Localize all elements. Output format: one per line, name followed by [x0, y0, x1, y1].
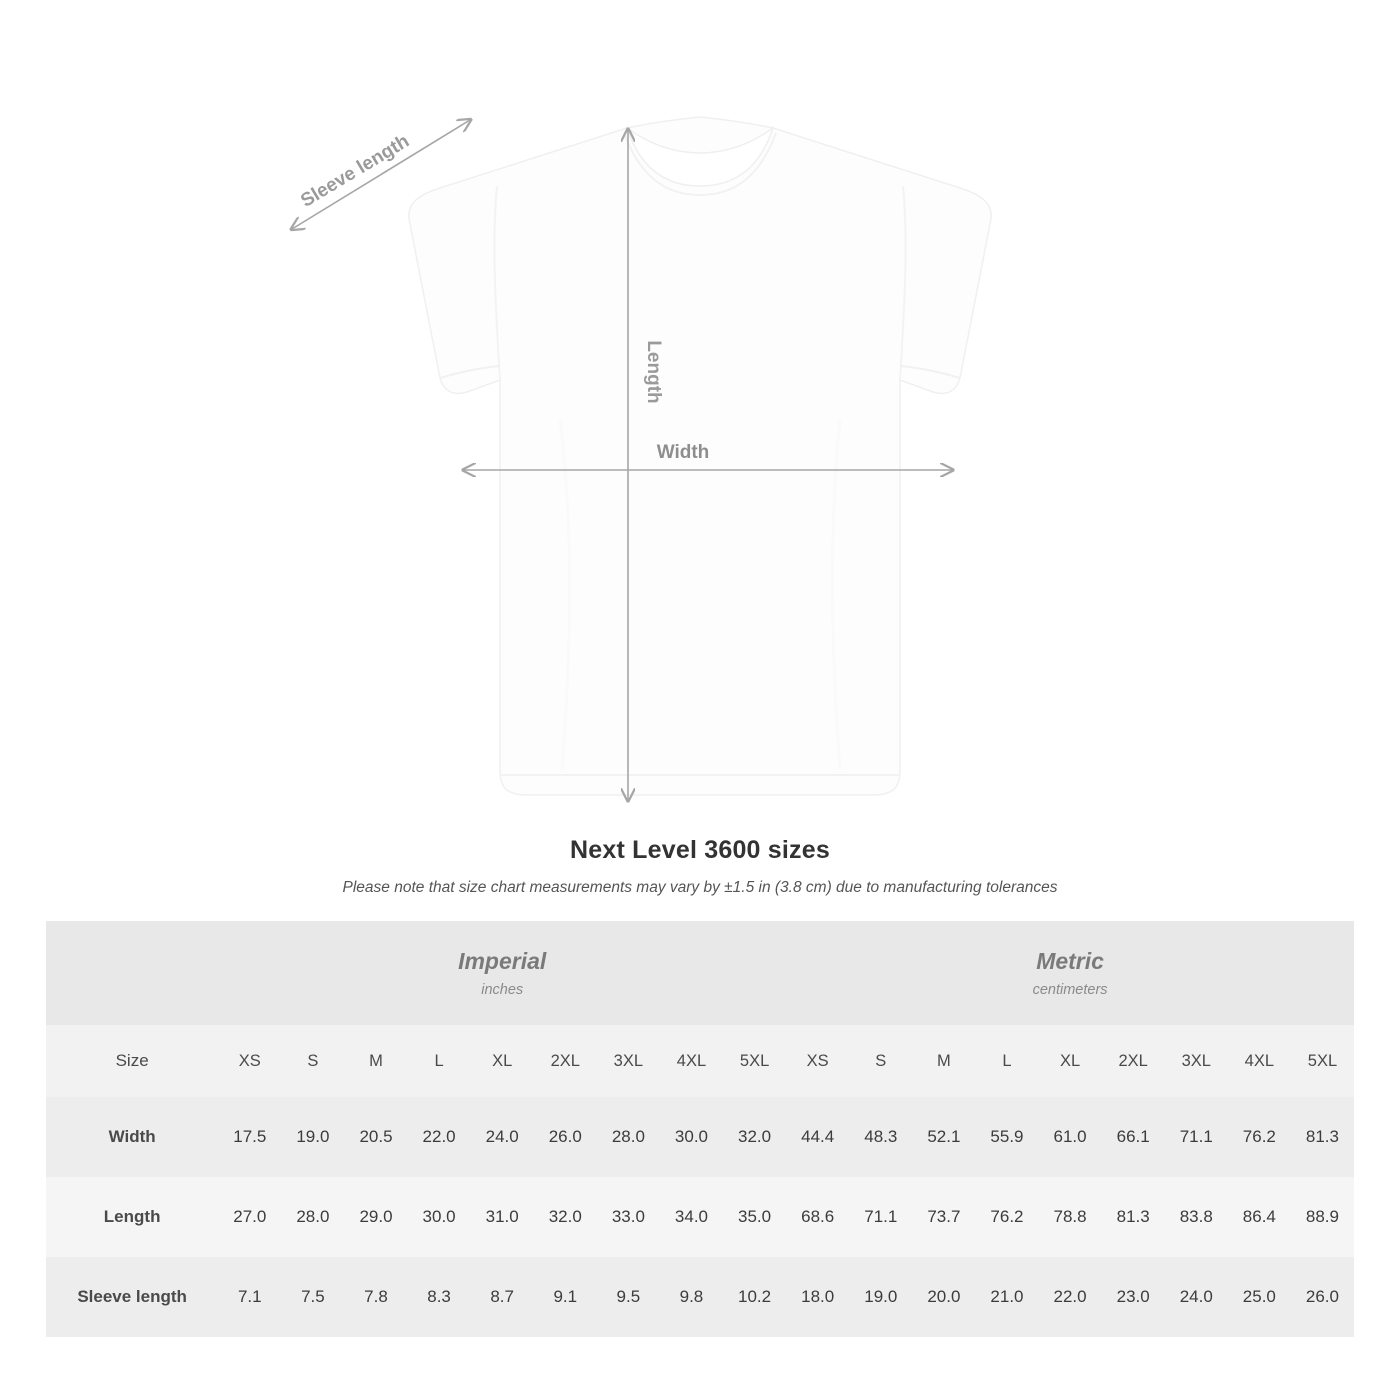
- cell-sleeve-metric-5xl: 26.0: [1291, 1257, 1354, 1337]
- cell-width-imperial-xl: 24.0: [471, 1097, 534, 1177]
- cell-width-imperial-2xl: 26.0: [534, 1097, 597, 1177]
- cell-width-imperial-3xl: 28.0: [597, 1097, 660, 1177]
- cell-length-metric-m: 73.7: [912, 1177, 975, 1257]
- row-label-length: Length: [46, 1177, 218, 1257]
- header-size-label: Size: [46, 1025, 218, 1097]
- header-size-imperial-4xl: 4XL: [660, 1025, 723, 1097]
- cell-width-imperial-5xl: 32.0: [723, 1097, 786, 1177]
- header-size-metric-5xl: 5XL: [1291, 1025, 1354, 1097]
- cell-width-metric-2xl: 66.1: [1102, 1097, 1165, 1177]
- size-table: [46, 921, 1354, 1337]
- unit-imperial: [218, 921, 786, 1025]
- header-size-imperial-5xl: 5XL: [723, 1025, 786, 1097]
- cell-sleeve-metric-s: 19.0: [849, 1257, 912, 1337]
- cell-width-imperial-s: 19.0: [281, 1097, 344, 1177]
- cell-sleeve-metric-xs: 18.0: [786, 1257, 849, 1337]
- header-size-imperial-xl: XL: [471, 1025, 534, 1097]
- cell-sleeve-metric-m: 20.0: [912, 1257, 975, 1337]
- cell-length-imperial-s: 28.0: [281, 1177, 344, 1257]
- table-row: [46, 1097, 1354, 1177]
- header-size-metric-2xl: 2XL: [1102, 1025, 1165, 1097]
- unit-metric-name: Metric: [1036, 948, 1104, 974]
- cell-length-imperial-xl: 31.0: [471, 1177, 534, 1257]
- cell-length-metric-xs: 68.6: [786, 1177, 849, 1257]
- cell-width-metric-5xl: 81.3: [1291, 1097, 1354, 1177]
- page-title: Next Level 3600 sizes: [570, 836, 830, 864]
- cell-length-imperial-3xl: 33.0: [597, 1177, 660, 1257]
- header-size-imperial-2xl: 2XL: [534, 1025, 597, 1097]
- cell-sleeve-metric-4xl: 25.0: [1228, 1257, 1291, 1337]
- cell-length-metric-4xl: 86.4: [1228, 1177, 1291, 1257]
- unit-imperial-sub: inches: [481, 982, 524, 998]
- cell-length-metric-s: 71.1: [849, 1177, 912, 1257]
- header-size-imperial-l: L: [408, 1025, 471, 1097]
- cell-length-metric-3xl: 83.8: [1165, 1177, 1228, 1257]
- cell-sleeve-imperial-5xl: 10.2: [723, 1257, 786, 1337]
- cell-sleeve-imperial-xs: 7.1: [218, 1257, 281, 1337]
- header-size-metric-3xl: 3XL: [1165, 1025, 1228, 1097]
- length-label: Length: [643, 340, 664, 404]
- cell-length-imperial-xs: 27.0: [218, 1177, 281, 1257]
- size-table-wrapper: [46, 921, 1354, 1337]
- unit-metric-sub: centimeters: [1032, 982, 1108, 998]
- header-size-metric-s: S: [849, 1025, 912, 1097]
- header-size-metric-m: M: [912, 1025, 975, 1097]
- cell-width-imperial-l: 22.0: [408, 1097, 471, 1177]
- cell-width-metric-xs: 44.4: [786, 1097, 849, 1177]
- size-header-row: [46, 1025, 1354, 1097]
- unit-imperial-name: Imperial: [458, 948, 547, 974]
- cell-length-metric-2xl: 81.3: [1102, 1177, 1165, 1257]
- cell-sleeve-metric-l: 21.0: [975, 1257, 1038, 1337]
- cell-width-metric-l: 55.9: [975, 1097, 1038, 1177]
- table-row: [46, 1257, 1354, 1337]
- cell-width-metric-3xl: 71.1: [1165, 1097, 1228, 1177]
- cell-length-metric-xl: 78.8: [1039, 1177, 1102, 1257]
- cell-sleeve-imperial-3xl: 9.5: [597, 1257, 660, 1337]
- cell-sleeve-imperial-m: 7.8: [344, 1257, 407, 1337]
- cell-sleeve-imperial-2xl: 9.1: [534, 1257, 597, 1337]
- cell-sleeve-metric-xl: 22.0: [1039, 1257, 1102, 1337]
- cell-length-imperial-4xl: 34.0: [660, 1177, 723, 1257]
- tolerance-note: Please note that size chart measurements may vary by ±1.5 in (3.8 cm) due to manufacturing tolerances: [342, 879, 1058, 896]
- cell-width-metric-s: 48.3: [849, 1097, 912, 1177]
- cell-width-metric-m: 52.1: [912, 1097, 975, 1177]
- cell-width-metric-4xl: 76.2: [1228, 1097, 1291, 1177]
- cell-length-imperial-5xl: 35.0: [723, 1177, 786, 1257]
- cell-width-imperial-4xl: 30.0: [660, 1097, 723, 1177]
- cell-length-imperial-m: 29.0: [344, 1177, 407, 1257]
- cell-width-metric-xl: 61.0: [1039, 1097, 1102, 1177]
- header-size-metric-xs: XS: [786, 1025, 849, 1097]
- cell-length-imperial-2xl: 32.0: [534, 1177, 597, 1257]
- cell-sleeve-metric-3xl: 24.0: [1165, 1257, 1228, 1337]
- cell-length-metric-5xl: 88.9: [1291, 1177, 1354, 1257]
- cell-sleeve-imperial-s: 7.5: [281, 1257, 344, 1337]
- cell-width-imperial-xs: 17.5: [218, 1097, 281, 1177]
- cell-sleeve-imperial-4xl: 9.8: [660, 1257, 723, 1337]
- table-row: [46, 1177, 1354, 1257]
- row-label-sleeve-length: Sleeve length: [46, 1257, 218, 1337]
- unit-metric: [786, 921, 1354, 1025]
- header-size-imperial-xs: XS: [218, 1025, 281, 1097]
- header-size-metric-l: L: [975, 1025, 1038, 1097]
- cell-sleeve-metric-2xl: 23.0: [1102, 1257, 1165, 1337]
- cell-sleeve-imperial-l: 8.3: [408, 1257, 471, 1337]
- cell-sleeve-imperial-xl: 8.7: [471, 1257, 534, 1337]
- unit-spacer: [46, 921, 218, 1025]
- cell-length-metric-l: 76.2: [975, 1177, 1038, 1257]
- header-size-imperial-3xl: 3XL: [597, 1025, 660, 1097]
- sleeve-length-label: Sleeve length: [297, 130, 414, 212]
- width-label: Width: [656, 442, 710, 463]
- unit-header-row: [46, 921, 1354, 1025]
- header-size-metric-4xl: 4XL: [1228, 1025, 1291, 1097]
- row-label-width: Width: [46, 1097, 218, 1177]
- header-size-metric-xl: XL: [1039, 1025, 1102, 1097]
- cell-width-imperial-m: 20.5: [344, 1097, 407, 1177]
- chart-title-block: [0, 836, 1400, 897]
- header-size-imperial-m: M: [344, 1025, 407, 1097]
- header-size-imperial-s: S: [281, 1025, 344, 1097]
- cell-length-imperial-l: 30.0: [408, 1177, 471, 1257]
